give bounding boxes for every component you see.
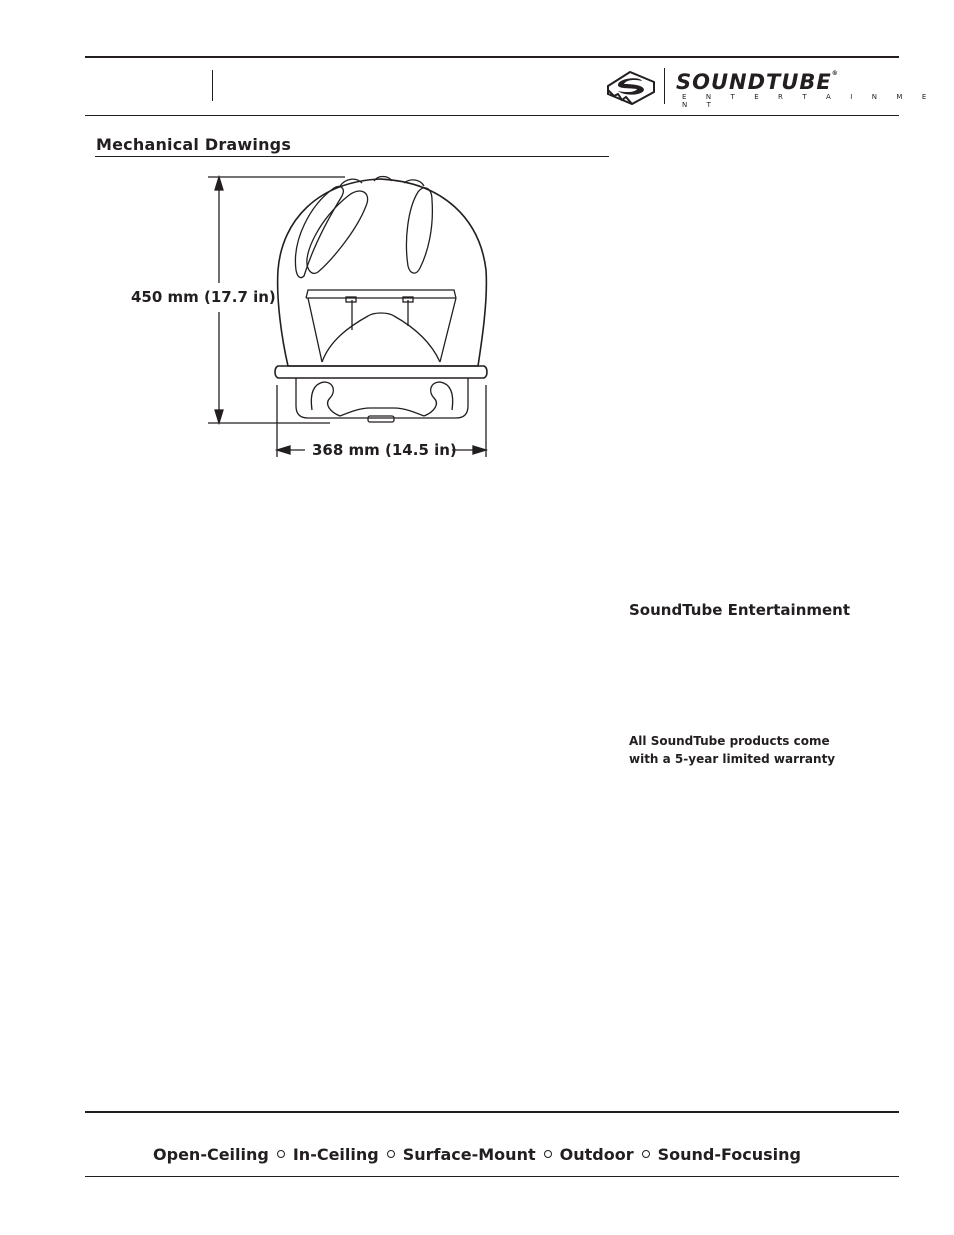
bullet-icon: [642, 1150, 650, 1158]
speaker-driver: [322, 313, 440, 362]
width-arrow-left: [277, 446, 290, 454]
warranty-note: [629, 732, 849, 768]
height-arrow-bottom: [215, 410, 223, 423]
footer-category-sound-focusing: Sound-Focusing: [657, 1145, 801, 1164]
speaker-base-center: [340, 408, 424, 416]
speaker-base-rim: [275, 366, 487, 378]
speaker-opening-inner: [308, 298, 456, 362]
footer-categories: [0, 1145, 954, 1164]
speaker-vent-right: [406, 188, 432, 273]
warranty-line-1: All SoundTube products come: [629, 734, 830, 748]
speaker-base: [296, 378, 468, 418]
speaker-base-plug: [368, 416, 394, 422]
footer-category-outdoor: Outdoor: [559, 1145, 634, 1164]
speaker-dome: [278, 179, 487, 366]
footer-bottom-rule: [85, 1176, 899, 1177]
logo-tagline: E N T E R T A I N M E N T: [682, 93, 935, 109]
speaker-bracket-left: [311, 382, 340, 416]
height-arrow-top: [215, 177, 223, 190]
width-arrow-right: [473, 446, 486, 454]
footer-top-rule: [85, 1111, 899, 1113]
bullet-icon: [387, 1150, 395, 1158]
speaker-cap: [340, 177, 424, 187]
speaker-vent-center: [295, 186, 343, 277]
bullet-icon: [277, 1150, 285, 1158]
height-dimension-label: 450 mm (17.7 in): [131, 288, 276, 306]
footer-category-open-ceiling: Open-Ceiling: [153, 1145, 269, 1164]
warranty-line-2: with a 5-year limited warranty: [629, 752, 836, 766]
section-title: Mechanical Drawings: [96, 135, 292, 154]
footer-category-surface-mount: Surface-Mount: [402, 1145, 536, 1164]
footer-category-in-ceiling: In-Ceiling: [292, 1145, 379, 1164]
speaker-bracket-right: [424, 382, 453, 416]
width-dimension-label: 368 mm (14.5 in): [312, 441, 457, 459]
logo-wordmark: SOUNDTUBE®: [676, 70, 839, 94]
company-name: SoundTube Entertainment: [629, 601, 851, 619]
bullet-icon: [544, 1150, 552, 1158]
speaker-drawing: [0, 0, 954, 470]
speaker-opening: [306, 290, 456, 298]
